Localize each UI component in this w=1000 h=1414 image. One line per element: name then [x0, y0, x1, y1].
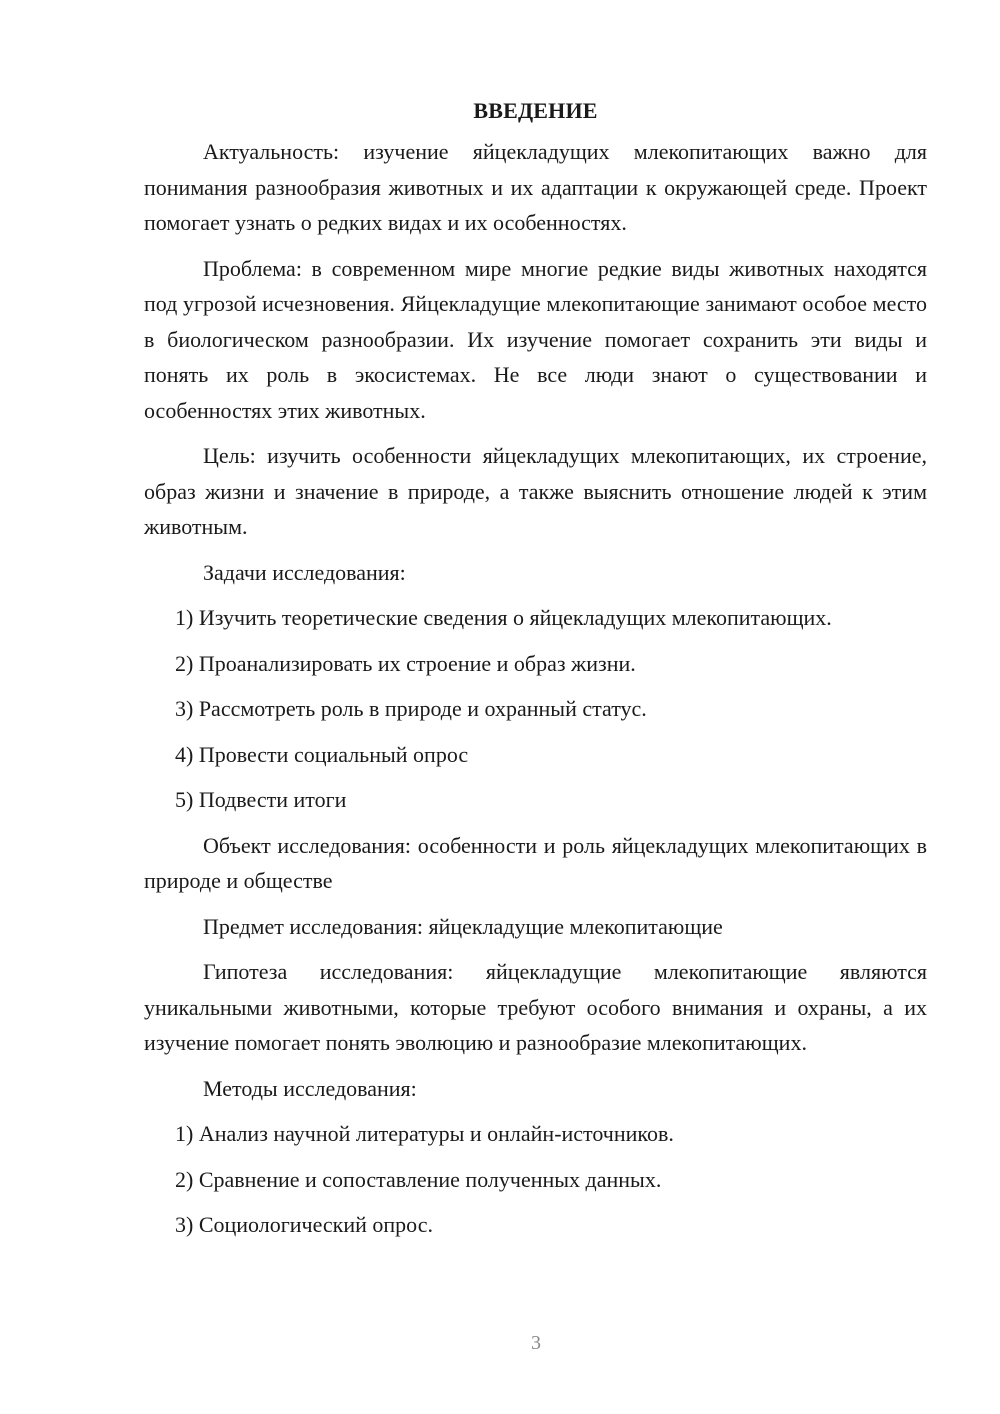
task-item: 5) Подвести итоги [175, 787, 347, 812]
page-number: 3 [531, 1332, 541, 1354]
task-item: 1) Изучить теоретические сведения о яйцекладущих млекопитающих. [175, 605, 832, 630]
relevance-paragraph: Актуальность: изучение яйцекладущих млекопитающих важно для понимания разнообразия животных и их адаптации к окружающей среде. Проект помогает узнать о редких видах и их особенностях. [144, 139, 927, 235]
task-item: 2) Проанализировать их строение и образ жизни. [175, 650, 636, 676]
hypothesis-paragraph: Гипотеза исследования: яйцекладущие млекопитающие являются уникальными животными, которые требуют особого внимания и охраны, а их изучение помогает понять эволюцию и разнообразие млекопитающих. [144, 959, 927, 1055]
task-item: 3) Рассмотреть роль в природе и охранный статус. [175, 696, 647, 721]
tasks-list [144, 600, 927, 818]
tasks-heading: Задачи исследования: [203, 559, 406, 585]
problem-paragraph: Проблема: в современном мире многие редкие виды животных находятся под угрозой исчезновения. Яйцекладущие млекопитающие занимают особое место в биологическом разнообразии. Их изучение помогает сохранить эти виды и понять их роль в экосистемах. Не все люди знают о существовании и особенностях этих животных. [144, 255, 927, 423]
methods-heading: Методы исследования: [203, 1075, 417, 1101]
goal-paragraph: Цель: изучить особенности яйцекладущих млекопитающих, их строение, образ жизни и значение в природе, а также выяснить отношение людей к этим животным. [144, 443, 927, 539]
object-paragraph: Объект исследования: особенности и роль яйцекладущих млекопитающих в природе и обществе [144, 832, 927, 893]
methods-list [144, 1116, 927, 1243]
method-item: 1) Анализ научной литературы и онлайн-источников. [175, 1121, 674, 1146]
task-item: 4) Провести социальный опрос [175, 741, 469, 767]
method-item: 2) Сравнение и сопоставление полученных данных. [175, 1166, 662, 1192]
method-item: 3) Социологический опрос. [175, 1212, 433, 1237]
page-content [144, 93, 927, 1253]
section-title: ВВЕДЕНИЕ [473, 98, 598, 123]
subject-line: Предмет исследования: яйцекладущие млекопитающие [203, 913, 723, 939]
